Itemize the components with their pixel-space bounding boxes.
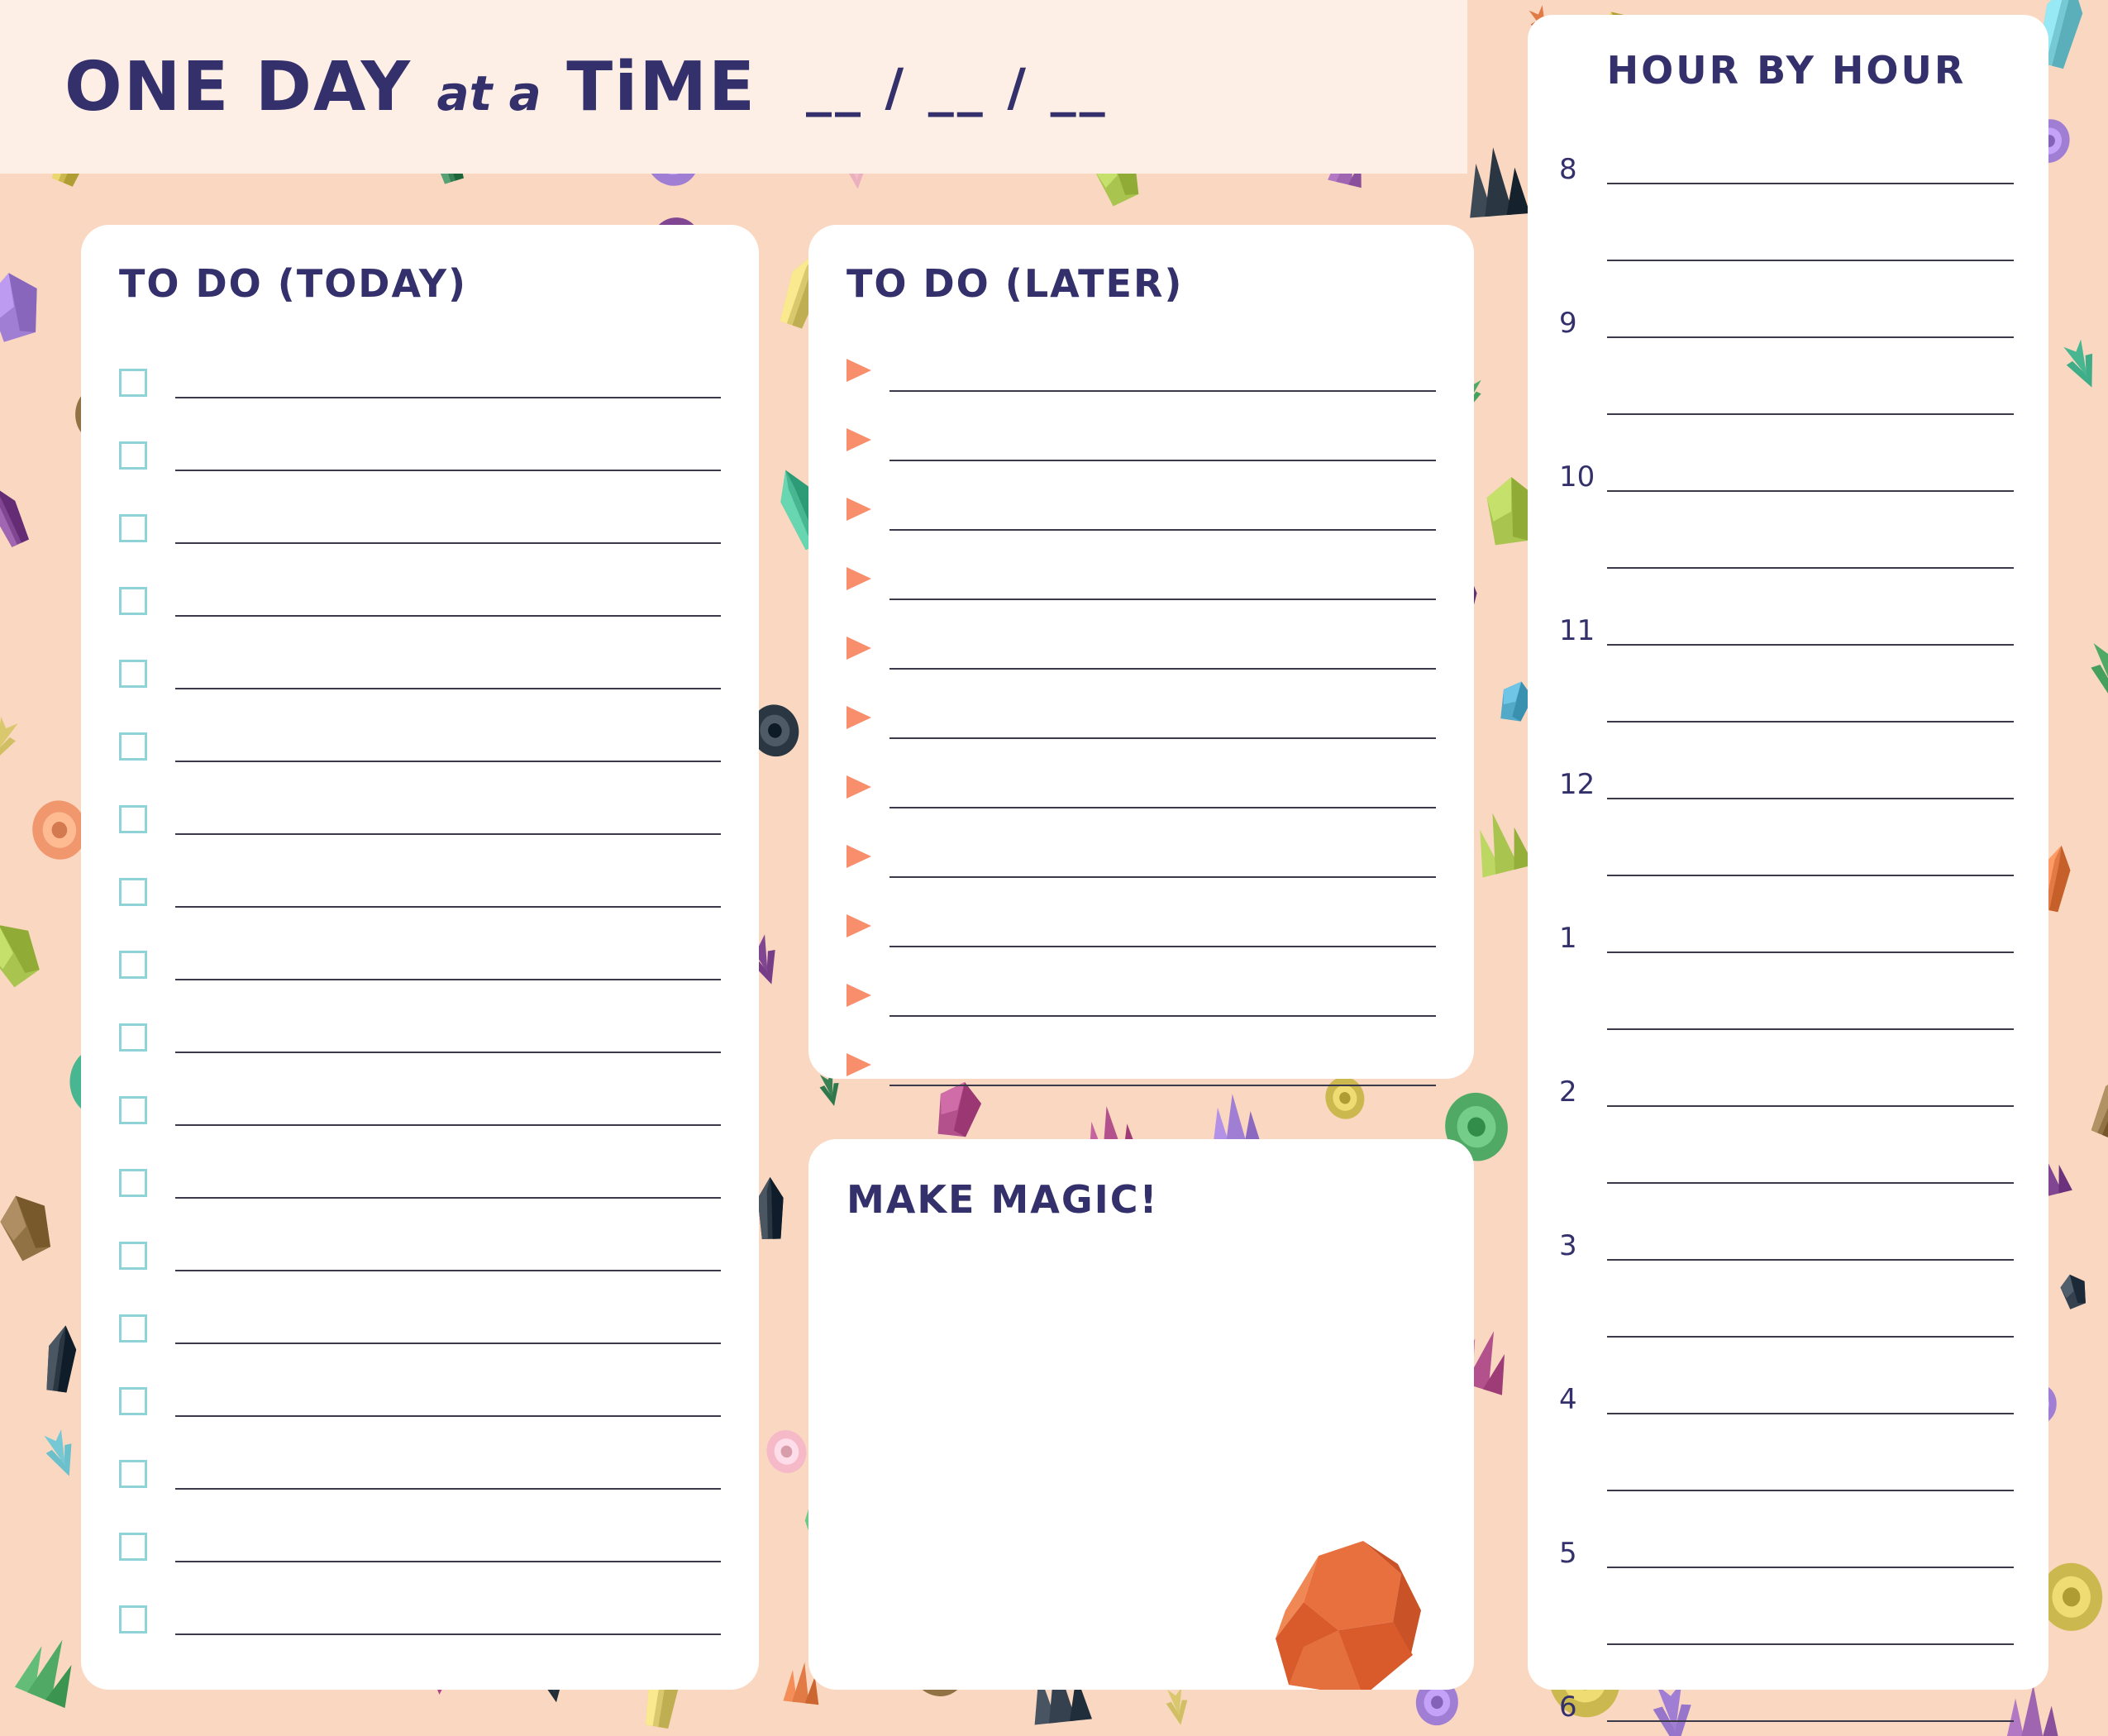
flag-bullet-icon <box>847 1053 871 1076</box>
write-line[interactable] <box>175 1342 721 1344</box>
hour-label: 9 <box>1559 307 1577 340</box>
write-line[interactable] <box>1607 1335 2014 1338</box>
write-line[interactable] <box>1607 1643 2014 1645</box>
todo-today-row <box>119 1498 721 1571</box>
checkbox[interactable] <box>119 1533 147 1561</box>
flag-bullet-icon <box>847 775 871 799</box>
checkbox[interactable] <box>119 1605 147 1633</box>
page-title-small: at a <box>436 64 541 122</box>
write-line[interactable] <box>1607 1181 2014 1184</box>
hour-by-hour-title: HOUR BY HOUR <box>1606 48 1967 93</box>
crystal-icon <box>0 473 48 558</box>
flag-bullet-icon <box>847 845 871 868</box>
write-line[interactable] <box>175 396 721 398</box>
todo-today-row <box>119 479 721 552</box>
todo-today-row <box>119 1425 721 1498</box>
hour-half-row <box>1559 1576 2014 1653</box>
hour-label: 10 <box>1559 460 1595 494</box>
write-line[interactable] <box>1607 720 2014 723</box>
write-line[interactable] <box>1607 797 2014 799</box>
todo-today-row <box>119 843 721 916</box>
write-line[interactable] <box>889 945 1436 947</box>
write-line[interactable] <box>1607 259 2014 261</box>
todo-later-row <box>847 400 1436 470</box>
write-line[interactable] <box>175 541 721 544</box>
hour-label: 12 <box>1559 768 1595 801</box>
todo-today-row <box>119 698 721 770</box>
write-line[interactable] <box>889 737 1436 739</box>
write-line[interactable] <box>889 598 1436 600</box>
write-line[interactable] <box>175 978 721 980</box>
todo-today-rows <box>119 334 721 1643</box>
write-line[interactable] <box>175 687 721 689</box>
checkbox[interactable] <box>119 878 147 906</box>
checkbox[interactable] <box>119 1169 147 1197</box>
hour-row <box>1559 1500 2014 1576</box>
todo-later-row <box>847 886 1436 956</box>
crystal-icon <box>756 1419 816 1483</box>
orange-crystal-icon <box>1239 1531 1446 1690</box>
write-line[interactable] <box>889 806 1436 808</box>
write-line[interactable] <box>1607 1412 2014 1414</box>
hour-half-row <box>1559 1269 2014 1346</box>
todo-later-row <box>847 470 1436 539</box>
write-line[interactable] <box>1607 566 2014 569</box>
flag-bullet-icon <box>847 498 871 521</box>
todo-today-row <box>119 1280 721 1352</box>
write-line[interactable] <box>175 760 721 762</box>
write-line[interactable] <box>1607 182 2014 184</box>
todo-today-row <box>119 625 721 698</box>
hour-row <box>1559 423 2014 500</box>
checkbox[interactable] <box>119 732 147 761</box>
checkbox[interactable] <box>119 1023 147 1052</box>
write-line[interactable] <box>1607 1489 2014 1491</box>
write-line[interactable] <box>889 1014 1436 1017</box>
hour-half-row <box>1559 346 2014 423</box>
hour-half-row <box>1559 1115 2014 1192</box>
write-line[interactable] <box>1607 1104 2014 1107</box>
hour-row <box>1559 1038 2014 1115</box>
make-magic-card <box>808 1139 1474 1690</box>
todo-later-card <box>808 225 1474 1079</box>
hour-row <box>1559 116 2014 193</box>
hour-row <box>1559 1653 2014 1730</box>
hour-label: 5 <box>1559 1537 1577 1570</box>
write-line[interactable] <box>1607 1719 2014 1722</box>
checkbox[interactable] <box>119 587 147 615</box>
write-line[interactable] <box>175 1487 721 1490</box>
todo-today-row <box>119 770 721 843</box>
todo-today-row <box>119 1352 721 1425</box>
checkbox[interactable] <box>119 951 147 979</box>
write-line[interactable] <box>1607 1566 2014 1568</box>
write-line[interactable] <box>1607 643 2014 646</box>
todo-later-row <box>847 331 1436 400</box>
todo-later-row <box>847 608 1436 678</box>
title-banner <box>0 0 1467 174</box>
flag-bullet-icon <box>847 637 871 660</box>
todo-later-row <box>847 817 1436 886</box>
write-line[interactable] <box>1607 1028 2014 1030</box>
todo-later-row <box>847 1025 1436 1095</box>
checkbox[interactable] <box>119 1314 147 1343</box>
date-field[interactable]: __ / __ / __ <box>805 56 1109 117</box>
hour-row <box>1559 731 2014 808</box>
hour-label: 3 <box>1559 1229 1577 1262</box>
make-magic-title: MAKE MAGIC! <box>847 1177 1159 1222</box>
hour-row <box>1559 1346 2014 1423</box>
hour-by-hour-rows <box>1559 116 2014 1736</box>
hour-label: 11 <box>1559 614 1595 647</box>
hour-row <box>1559 269 2014 346</box>
checkbox[interactable] <box>119 369 147 397</box>
flag-bullet-icon <box>847 359 871 382</box>
hour-half-row <box>1559 808 2014 885</box>
write-line[interactable] <box>889 1084 1436 1086</box>
todo-today-row <box>119 989 721 1061</box>
todo-today-row <box>119 552 721 625</box>
checkbox[interactable] <box>119 805 147 833</box>
checkbox[interactable] <box>119 660 147 688</box>
flag-bullet-icon <box>847 567 871 590</box>
page-title-end: TiME <box>566 47 756 126</box>
write-line[interactable] <box>175 1051 721 1053</box>
todo-later-row <box>847 539 1436 608</box>
write-line[interactable] <box>175 1196 721 1199</box>
crystal-icon <box>0 694 42 775</box>
crystal-icon <box>2064 612 2108 713</box>
hour-row <box>1559 1192 2014 1269</box>
hour-label: 6 <box>1559 1691 1577 1724</box>
hour-label: 8 <box>1559 153 1577 186</box>
hour-row <box>1559 577 2014 654</box>
hour-half-row <box>1559 961 2014 1038</box>
write-line[interactable] <box>175 1414 721 1417</box>
write-line[interactable] <box>889 875 1436 878</box>
crystal-icon <box>0 900 61 1005</box>
write-line[interactable] <box>175 614 721 617</box>
todo-later-row <box>847 956 1436 1025</box>
crystal-icon <box>2049 1265 2096 1316</box>
write-line[interactable] <box>1607 951 2014 953</box>
checkbox[interactable] <box>119 1460 147 1488</box>
write-line[interactable] <box>889 459 1436 461</box>
todo-today-title: TO DO (TODAY) <box>119 261 468 306</box>
write-line[interactable] <box>1607 336 2014 338</box>
hour-half-row <box>1559 1730 2014 1736</box>
checkbox[interactable] <box>119 1387 147 1415</box>
checkbox[interactable] <box>119 441 147 470</box>
todo-today-row <box>119 1134 721 1207</box>
todo-today-row <box>119 407 721 479</box>
write-line[interactable] <box>1607 874 2014 876</box>
todo-later-row <box>847 678 1436 747</box>
todo-today-card <box>81 225 759 1690</box>
crystal-icon <box>2069 1055 2108 1150</box>
hour-label: 1 <box>1559 922 1577 955</box>
hour-label: 2 <box>1559 1075 1577 1109</box>
crystal-icon <box>0 256 56 353</box>
write-line[interactable] <box>889 528 1436 531</box>
todo-later-rows <box>847 331 1436 1095</box>
write-line[interactable] <box>175 1633 721 1635</box>
write-line[interactable] <box>175 1560 721 1562</box>
flag-bullet-icon <box>847 706 871 729</box>
checkbox[interactable] <box>119 1242 147 1270</box>
write-line[interactable] <box>175 1123 721 1126</box>
hour-half-row <box>1559 193 2014 269</box>
todo-today-row <box>119 916 721 989</box>
write-line[interactable] <box>1607 489 2014 492</box>
write-line[interactable] <box>889 667 1436 670</box>
flag-bullet-icon <box>847 428 871 451</box>
todo-today-row <box>119 1207 721 1280</box>
write-line[interactable] <box>1607 413 2014 415</box>
hour-row <box>1559 885 2014 961</box>
todo-today-row <box>119 334 721 407</box>
checkbox[interactable] <box>119 1096 147 1124</box>
hour-by-hour-card <box>1528 15 2048 1724</box>
hour-half-row <box>1559 500 2014 577</box>
todo-today-row <box>119 1061 721 1134</box>
write-line[interactable] <box>175 832 721 835</box>
write-line[interactable] <box>889 389 1436 392</box>
hour-half-row <box>1559 1423 2014 1500</box>
todo-today-row <box>119 1571 721 1643</box>
todo-later-title: TO DO (LATER) <box>847 261 1184 306</box>
hour-half-row <box>1559 654 2014 731</box>
flag-bullet-icon <box>847 914 871 937</box>
write-line[interactable] <box>175 1269 721 1271</box>
write-line[interactable] <box>175 905 721 908</box>
write-line[interactable] <box>175 469 721 471</box>
todo-later-row <box>847 747 1436 817</box>
flag-bullet-icon <box>847 984 871 1007</box>
page-title <box>64 48 756 126</box>
hour-label: 4 <box>1559 1383 1577 1416</box>
write-line[interactable] <box>1607 1258 2014 1261</box>
checkbox[interactable] <box>119 514 147 542</box>
crystal-icon <box>0 1174 71 1276</box>
page-title-main: ONE DAY <box>64 47 412 126</box>
